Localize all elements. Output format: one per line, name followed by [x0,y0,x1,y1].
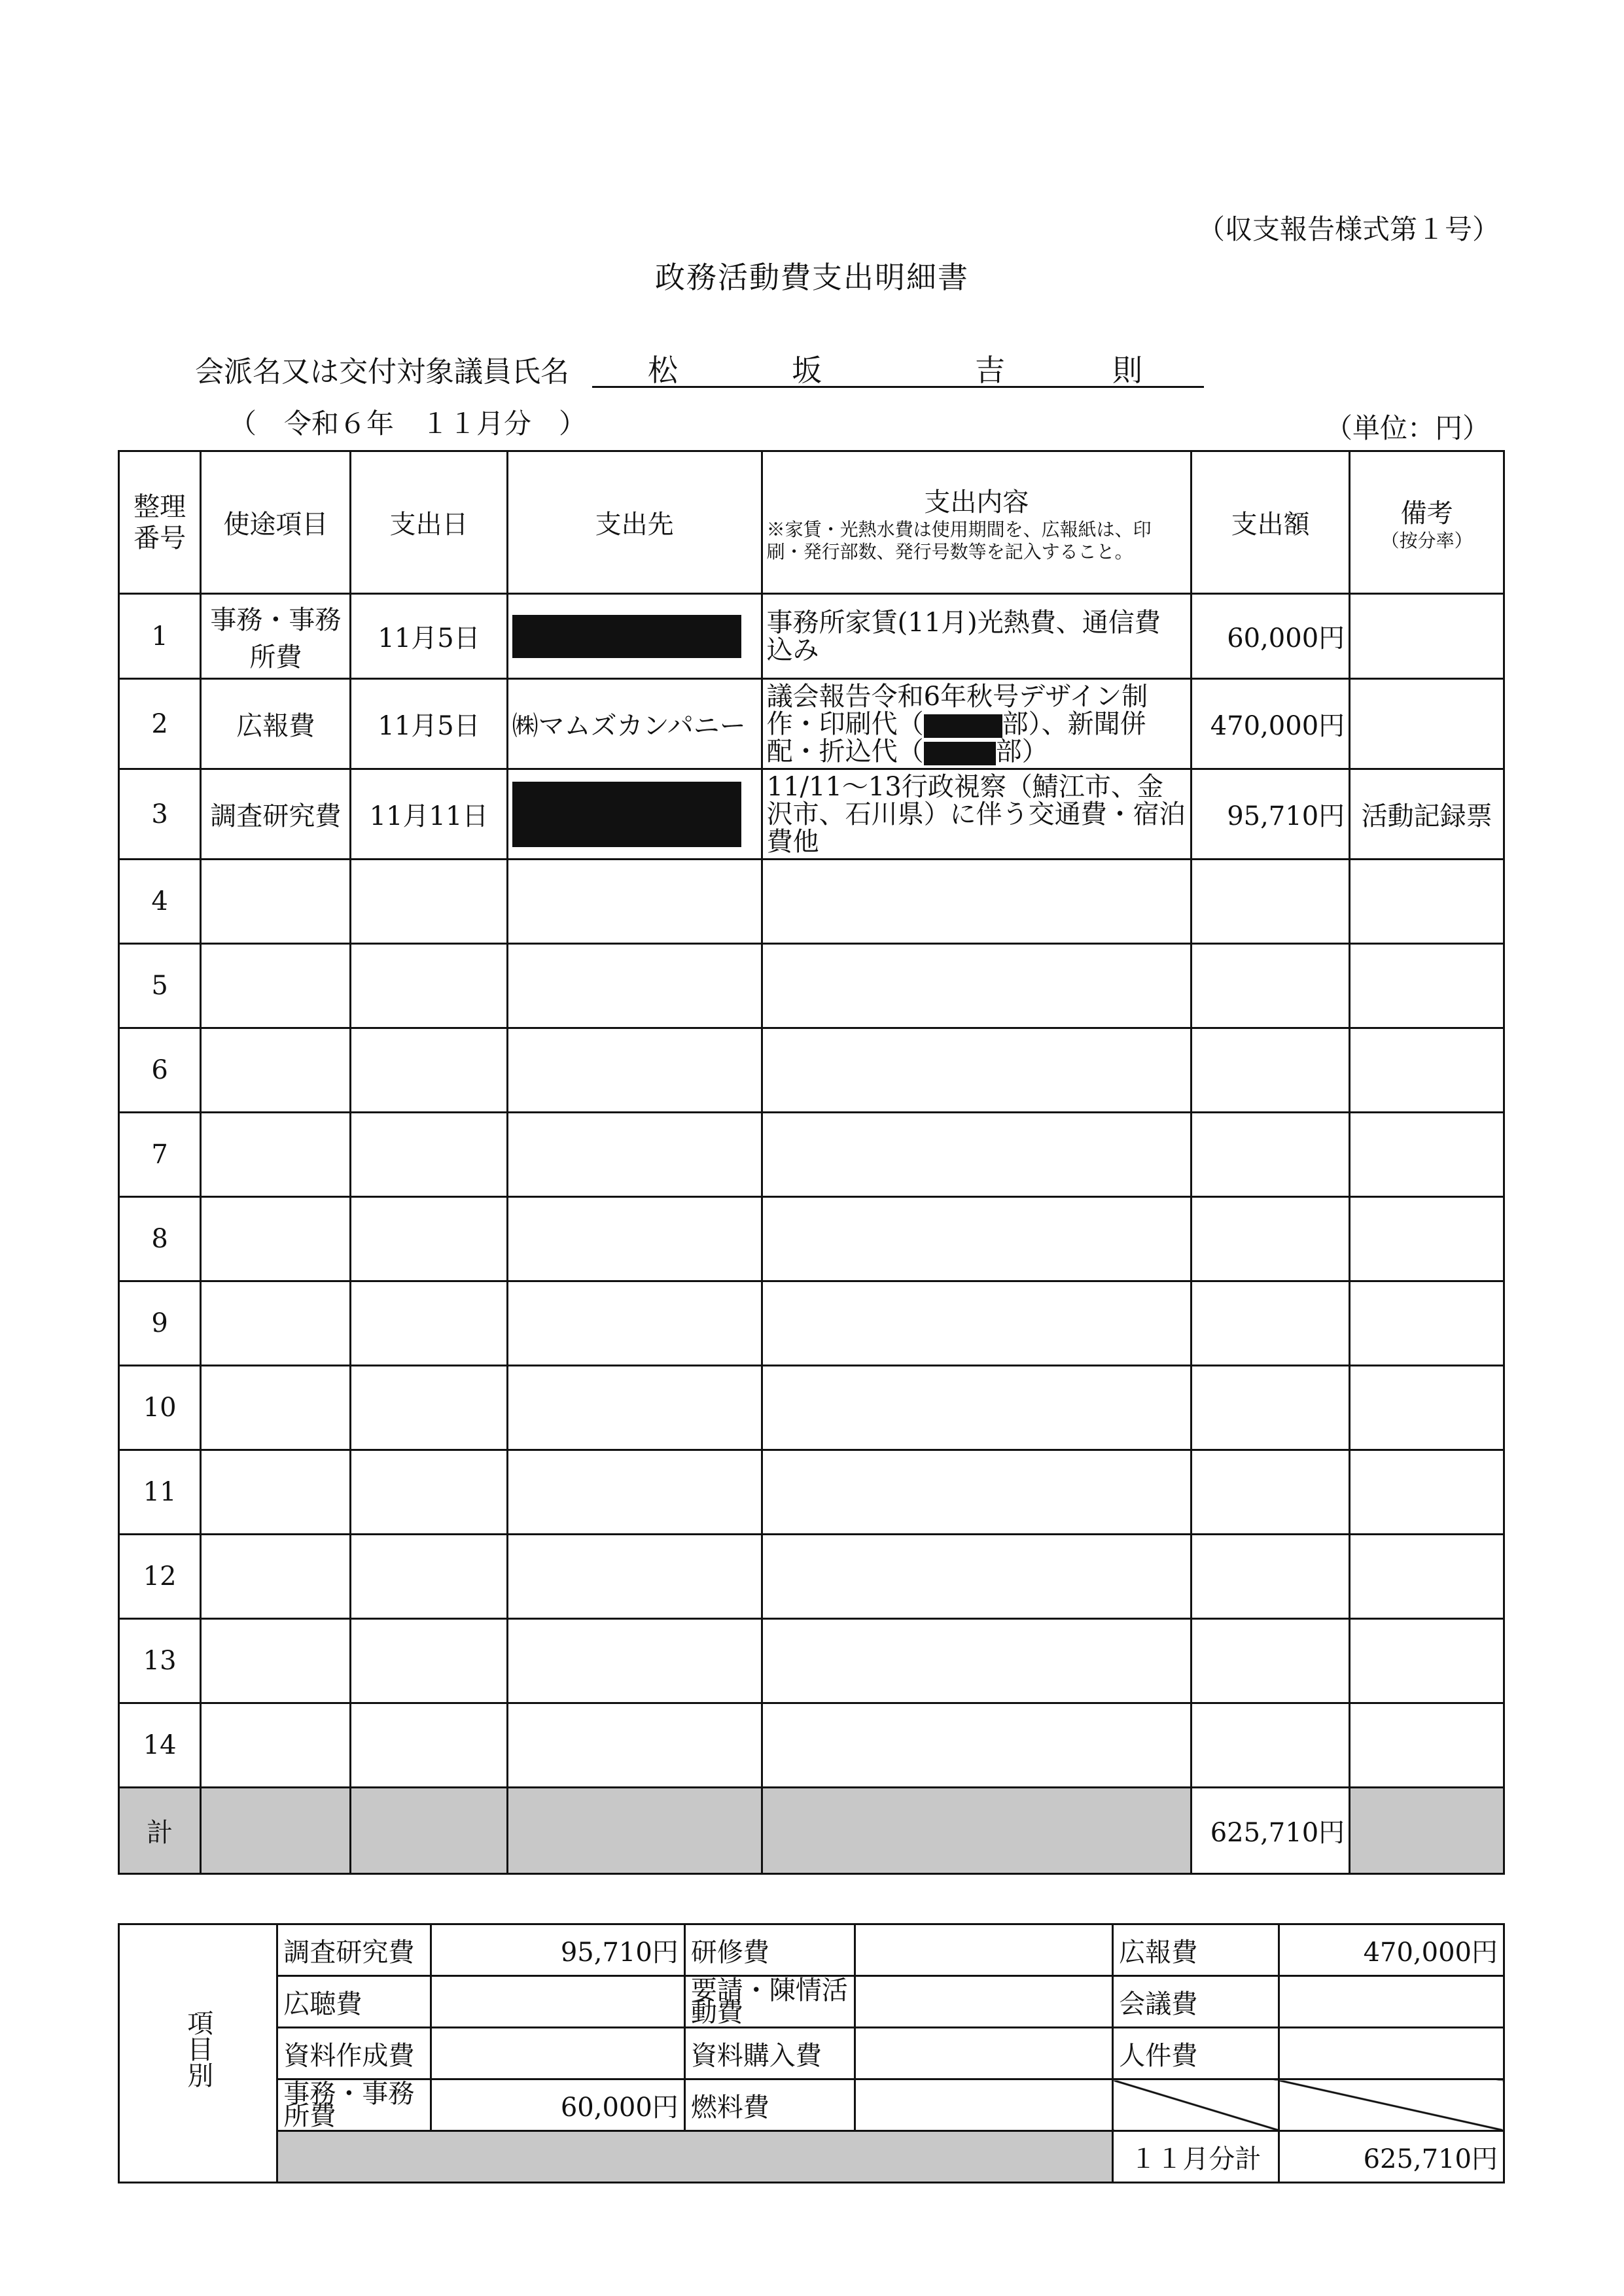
gray-filler [277,2131,1113,2183]
diagonal-strike-cell [1279,2079,1504,2131]
header-note-title: 備考 [1400,498,1453,529]
cat-koho-value: 470,000円 [1279,1924,1504,1976]
table-row [119,1366,1504,1450]
row-amount: 60,000円 [1192,594,1350,679]
row-no: 2 [119,679,201,769]
cat-shiryo-konyu-label: 資料購入費 [684,2028,855,2079]
cat-yosei-label: 要請・陳情活動費 [684,1976,855,2028]
row-no: 1 [119,594,201,679]
header-note-sub: （按分率） [1381,530,1473,551]
row-no: 3 [119,769,201,860]
header-no: 整理番号 [119,451,201,594]
row-no: 6 [119,1028,201,1113]
row-detail [762,679,1191,769]
cat-yosei-value [855,1976,1113,2028]
table-row [119,944,1504,1028]
diagonal-strike-cell [1113,2079,1279,2131]
row-date: 11月5日 [351,679,507,769]
redaction [512,782,741,847]
unit-label: （単位：円） [1324,412,1490,444]
cat-kocho-label: 広聴費 [277,1976,431,2028]
row-no: 9 [119,1281,201,1366]
name-char-1: 松 [648,353,678,388]
total-amount: 625,710円 [1192,1788,1350,1874]
form-number: （収支報告様式第１号） [1197,213,1500,245]
row-no: 5 [119,944,201,1028]
row-no: 8 [119,1197,201,1281]
header-row [119,451,1504,594]
period: （ 令和６年 １１月分 ） [229,408,587,440]
row-payee: ㈱マムズカンパニー [507,679,762,769]
row-use: 調査研究費 [201,769,351,860]
category-row [119,2079,1504,2131]
cat-kenshu-label: 研修費 [684,1924,855,1976]
cat-chosa-label: 調査研究費 [277,1924,431,1976]
row-note: 活動記録票 [1350,769,1504,860]
name-char-2: 坂 [792,353,822,388]
table-row [119,1197,1504,1281]
table-row [119,860,1504,944]
expense-table [118,450,1505,1875]
row-detail: 事務所家賃(11月)光熱費、通信費込み [762,594,1191,679]
row-note [1350,594,1504,679]
row-use: 事務・事務所費 [201,594,351,679]
cat-kenshu-value [855,1924,1113,1976]
row-payee [507,594,762,679]
cat-koho-label: 広報費 [1113,1924,1279,1976]
row-no: 10 [119,1366,201,1450]
cat-kocho-value [431,1976,684,2028]
header-amount: 支出額 [1192,451,1350,594]
category-summary-table [118,1923,1505,2183]
row-note [1350,679,1504,769]
header-date: 支出日 [351,451,507,594]
row-no: 13 [119,1619,201,1703]
document-title: 政務活動費支出明細書 [655,260,969,295]
name-char-4: 則 [1112,353,1142,388]
redaction [924,714,1002,738]
detail-part: 議会報告令和6年秋号デザイン制作・印刷代（ [766,681,1148,739]
detail-part: 部） [995,736,1048,767]
table-row [119,1281,1504,1366]
cat-shiryo-konyu-value [855,2028,1113,2079]
header-detail-title: 支出内容 [924,487,1029,517]
row-use: 広報費 [201,679,351,769]
cat-nenryo-label: 燃料費 [684,2079,855,2131]
detail-part: 部）、新聞併配・折込代（ [766,708,1146,767]
row-amount: 470,000円 [1192,679,1350,769]
table-row [119,679,1504,769]
cat-jimu-label: 事務・事務所費 [277,2079,431,2131]
name-label: 会派名又は交付対象議員氏名 [195,355,569,389]
table-row [119,1450,1504,1535]
table-row [119,594,1504,679]
row-no: 7 [119,1113,201,1197]
cat-jinken-value [1279,2028,1504,2079]
month-total-value: 625,710円 [1279,2131,1504,2183]
month-total-label: １１月分計 [1113,2131,1279,2183]
header-detail [762,451,1191,594]
header-detail-note: ※家賃・光熱水費は使用期間を、広報紙は、印刷・発行部数、発行号数等を記入すること。 [766,519,1152,563]
table-row [119,1703,1504,1788]
total-label: 計 [119,1788,201,1874]
total-row [119,1788,1504,1874]
cat-shiryo-sakusei-value [431,2028,684,2079]
cat-kaigi-label: 会議費 [1113,1976,1279,2028]
row-no: 4 [119,860,201,944]
redaction [512,615,741,658]
table-row [119,1619,1504,1703]
table-row [119,1028,1504,1113]
table-row [119,1113,1504,1197]
row-detail: 11/11～13行政視察（鯖江市、金沢市、石川県）に伴う交通費・宿泊費他 [762,769,1191,860]
row-no: 12 [119,1535,201,1619]
redaction [924,742,996,765]
header-note [1350,451,1504,594]
cat-jimu-value: 60,000円 [431,2079,684,2131]
category-row [119,2028,1504,2079]
row-amount: 95,710円 [1192,769,1350,860]
cat-kaigi-value [1279,1976,1504,2028]
category-row [119,1976,1504,2028]
header-payee: 支出先 [507,451,762,594]
table-row [119,769,1504,860]
row-no: 14 [119,1703,201,1788]
row-payee [507,769,762,860]
cat-nenryo-value [855,2079,1113,2131]
name-char-3: 吉 [975,353,1005,388]
cat-jinken-label: 人件費 [1113,2028,1279,2079]
row-date: 11月5日 [351,594,507,679]
header-use: 使途項目 [201,451,351,594]
cat-shiryo-sakusei-label: 資料作成費 [277,2028,431,2079]
table-row [119,1535,1504,1619]
category-total-row [119,2131,1504,2183]
row-date: 11月11日 [351,769,507,860]
category-side-label: 項目別 [119,1924,277,2183]
row-no: 11 [119,1450,201,1535]
category-row [119,1924,1504,1976]
cat-chosa-value: 95,710円 [431,1924,684,1976]
